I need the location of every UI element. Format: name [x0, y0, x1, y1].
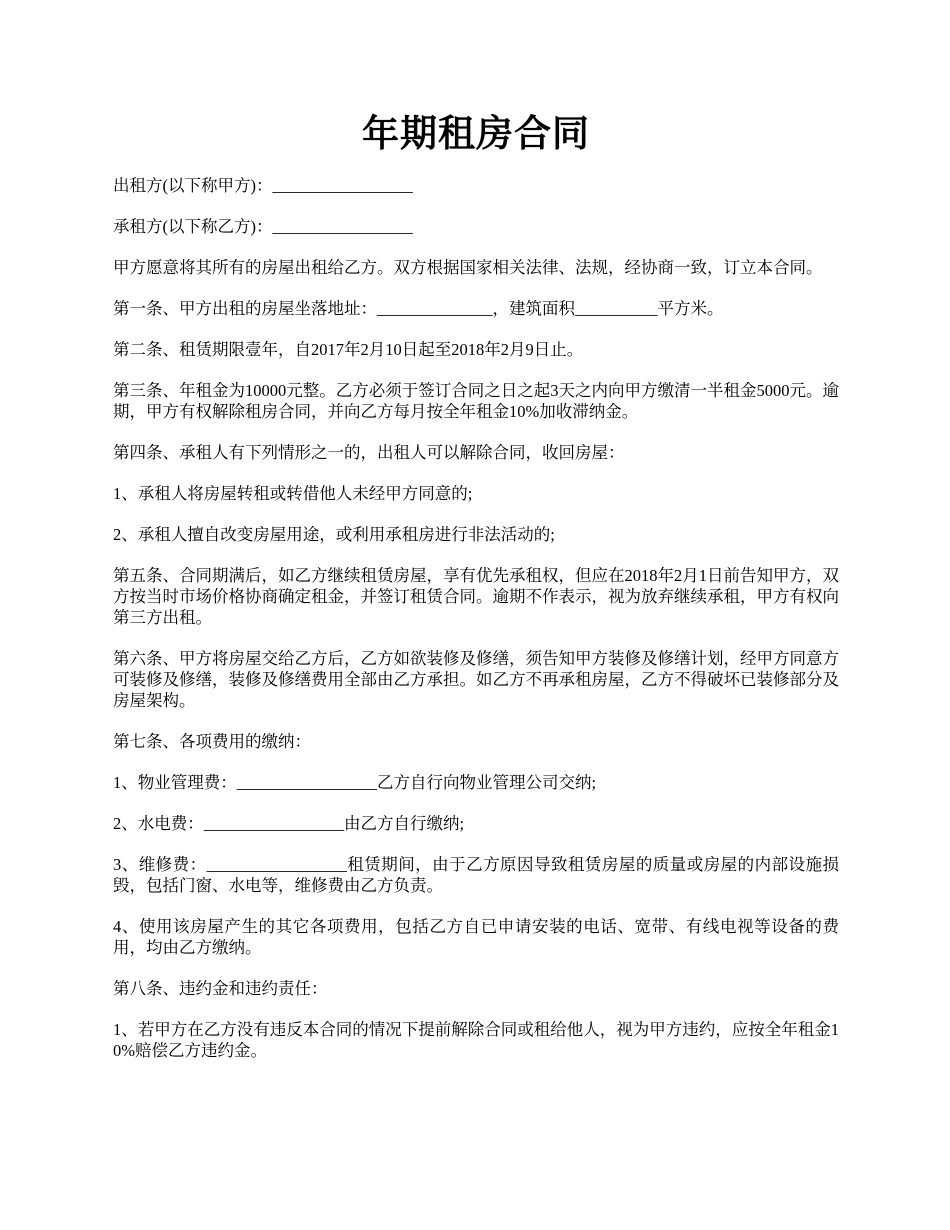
- preamble-paragraph: 甲方愿意将其所有的房屋出租给乙方。双方根据国家相关法律、法规，经协商一致，订立本合同。: [113, 258, 823, 277]
- article-1-paragraph: 第一条、甲方出租的房屋坐落地址：______________，建筑面积__________平方米。: [113, 299, 724, 318]
- article-7-item-3: 3、维修费：_________________租赁期间，由于乙方原因导致租赁房屋的质量或房屋的内部设施损毁，包括门窗、水电等，维修费由乙方负责。: [113, 855, 839, 895]
- article-6-paragraph: 第六条、甲方将房屋交给乙方后，乙方如欲装修及修缮，须告知甲方装修及修缮计划，经甲方同意方可装修及修缮，装修及修缮费用全部由乙方承担。如乙方不再承租房屋，乙方不得破坏已装修部分及房屋架构。: [113, 649, 839, 710]
- article-4-item-1: 1、承租人将房屋转租或转借他人未经甲方同意的;: [113, 484, 473, 503]
- article-2-paragraph: 第二条、租赁期限壹年，自2017年2月10日起至2018年2月9日止。: [113, 340, 584, 359]
- article-8-paragraph: 第八条、违约金和违约责任：: [113, 979, 328, 998]
- article-5-paragraph: 第五条、合同期满后，如乙方继续租赁房屋，享有优先承租权，但应在2018年2月1日前告知甲方，双方按当时市场价格协商确定租金，并签订租赁合同。逾期不作表示，视为放弃继续承租，甲方有权向第三方出租。: [113, 566, 839, 627]
- article-7-item-2: 2、水电费：_________________由乙方自行缴纳;: [113, 814, 465, 833]
- article-7-item-4: 4、使用该房屋产生的其它各项费用，包括乙方自已申请安装的电话、宽带、有线电视等设备的费用，均由乙方缴纳。: [113, 917, 839, 957]
- article-4-paragraph: 第四条、承租人有下列情形之一的，出租人可以解除合同，收回房屋：: [113, 443, 625, 462]
- article-8-item-1: 1、若甲方在乙方没有违反本合同的情况下提前解除合同或租给他人，视为甲方违约，应按全年租金10%赔偿乙方违约金。: [113, 1020, 839, 1060]
- article-4-item-2: 2、承租人擅自改变房屋用途，或利用承租房进行非法活动的;: [113, 525, 555, 544]
- article-7-item-1: 1、物业管理费：_________________乙方自行向物业管理公司交纳;: [113, 773, 597, 792]
- document-page: [113, 110, 839, 1081]
- article-3-paragraph: 第三条、年租金为10000元整。乙方必须于签订合同之日之起3天之内向甲方缴清一半租金5000元。逾期，甲方有权解除租房合同，并向乙方每月按全年租金10%加收滞纳金。: [113, 381, 839, 421]
- lessee-line: 承租方(以下称乙方)：_________________: [113, 217, 413, 236]
- lessor-line: 出租方(以下称甲方)：_________________: [113, 176, 413, 195]
- article-7-paragraph: 第七条、各项费用的缴纳：: [113, 732, 311, 751]
- document-title: 年期租房合同: [362, 114, 590, 155]
